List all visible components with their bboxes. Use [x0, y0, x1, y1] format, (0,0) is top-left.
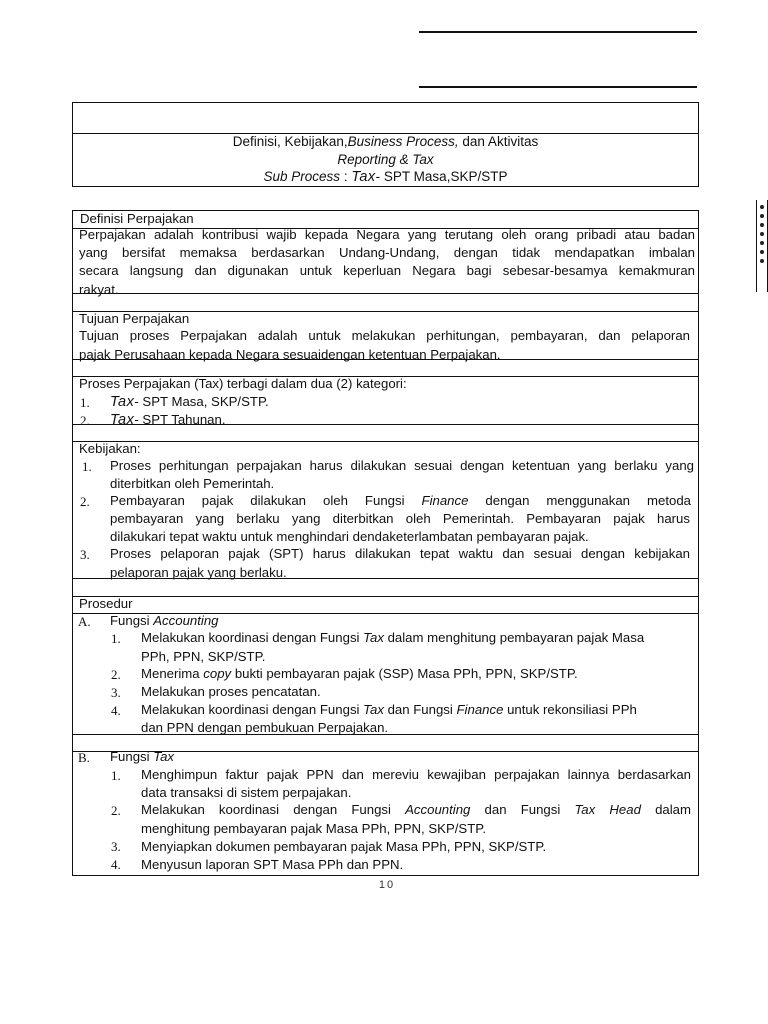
proses-item-1-number: 1.	[80, 395, 90, 410]
kebijakan-item-1-line-1: Proses perhitungan perpajakan harus dilakukan sesuai dengan ketentuan yang berlaku yang	[110, 458, 694, 473]
prosedur-a-letter: A.	[78, 614, 91, 629]
prosedur-a-item-4-number: 4.	[111, 703, 121, 718]
definisi-heading: Definisi Perpajakan	[80, 211, 194, 226]
prosedur-b-item-4-number: 4.	[111, 857, 121, 872]
scroll-dot-icon	[760, 250, 764, 254]
tujuan-heading: Tujuan Perpajakan	[79, 311, 190, 326]
prosedur-b-item-1-line-2: data transaksi di sistem perpajakan.	[141, 785, 352, 800]
prosedur-a-item-1-number: 1.	[111, 631, 121, 646]
kebijakan-item-3-line-2: pelaporan pajak yang berlaku.	[110, 565, 287, 580]
prosedur-b-letter: B.	[78, 750, 90, 765]
prosedur-b-label: Fungsi Tax	[110, 749, 175, 764]
scrollbar-marker[interactable]	[756, 200, 768, 292]
kebijakan-item-2-number: 2.	[80, 494, 90, 509]
proses-item-2-number: 2.	[80, 413, 90, 428]
prosedur-heading: Prosedur	[79, 596, 133, 611]
header-title-line-1: Definisi, Kebijakan,Business Process, dan Aktivitas	[232, 134, 539, 149]
scroll-dot-icon	[760, 241, 764, 245]
tujuan-line-1: Tujuan proses Perpajakan adalah untuk melakukan perhitungan, pembayaran, dan pelaporan	[79, 328, 690, 343]
signature-line-1	[419, 31, 697, 33]
row-line	[72, 875, 699, 876]
prosedur-a-item-2-number: 2.	[111, 667, 121, 682]
header-title-line-3: Sub Process : Tax- SPT Masa,SKP/STP	[263, 169, 508, 185]
signature-line-2	[419, 86, 697, 88]
proses-item-2: Tax- SPT Tahunan.	[110, 412, 226, 428]
kebijakan-item-3-line-1: Proses pelaporan pajak (SPT) harus dilakukan tepat waktu dan sesuai dengan kebijakan	[110, 546, 690, 561]
table-right-border	[698, 210, 699, 876]
definisi-line-4: rakyat.	[79, 282, 119, 297]
table-left-border	[72, 210, 73, 876]
tujuan-line-2: pajak Perusahaan kepada Negara sesuaidengan ketentuan Perpajakan.	[79, 347, 501, 362]
definisi-line-2: yang bersifat memaksa berdasarkan Undang-Undang, dengan tidak mendapatkan imbalan	[79, 245, 695, 260]
prosedur-b-item-4: Menyusun laporan SPT Masa PPh dan PPN.	[141, 857, 404, 872]
prosedur-a-item-2: Menerima copy bukti pembayaran pajak (SSP) Masa PPh, PPN, SKP/STP.	[141, 666, 578, 681]
prosedur-a-item-4-line-2: dan PPN dengan pembukuan Perpajakan.	[141, 720, 389, 735]
row-line	[72, 293, 699, 294]
row-line	[72, 596, 699, 597]
prosedur-b-item-2-line-1: Melakukan koordinasi dengan Fungsi Accounting dan Fungsi Tax Head dalam	[141, 802, 692, 817]
prosedur-a-item-4-line-1: Melakukan koordinasi dengan Fungsi Tax dan Fungsi Finance untuk rekonsiliasi PPh	[141, 702, 637, 717]
header-title-line-2: Reporting & Tax	[337, 152, 434, 167]
prosedur-a-item-3: Melakukan proses pencatatan.	[141, 684, 321, 699]
prosedur-b-item-2-number: 2.	[111, 803, 121, 818]
prosedur-a-item-3-number: 3.	[111, 685, 121, 700]
definisi-line-3: secara langsung dan digunakan untuk keperluan Negara bagi sebesar-besamya kemakmuran	[79, 263, 695, 278]
kebijakan-item-2-line-3: dilakukari tepat waktu untuk menghindari dendaketerlambatan pembayaran pajak.	[110, 529, 589, 544]
prosedur-b-item-1-line-1: Menghimpun faktur pajak PPN dan mereviu kewajiban perpajakan lainnya berdasarkan	[141, 767, 691, 782]
kebijakan-heading: Kebijakan:	[79, 441, 141, 456]
prosedur-a-item-1-line-1: Melakukan koordinasi dengan Fungsi Tax dalam menghitung pembayaran pajak Masa	[141, 630, 645, 645]
proses-intro: Proses Perpajakan (Tax) terbagi dalam dua (2) kategori:	[79, 376, 407, 391]
prosedur-b-item-3: Menyiapkan dokumen pembayaran pajak Masa PPh, PPN, SKP/STP.	[141, 839, 547, 854]
scroll-dot-icon	[760, 214, 764, 218]
definisi-line-1: Perpajakan adalah kontribusi wajib kepada Negara yang terutang oleh orang pribadi atau badan	[79, 227, 695, 242]
row-line	[72, 441, 699, 442]
page-number: 10	[378, 879, 396, 891]
scroll-dot-icon	[760, 259, 764, 263]
prosedur-a-item-1-line-2: PPh, PPN, SKP/STP.	[141, 649, 266, 664]
prosedur-b-item-3-number: 3.	[111, 839, 121, 854]
kebijakan-item-1-number: 1.	[82, 459, 92, 474]
scroll-dot-icon	[760, 232, 764, 236]
kebijakan-item-2-line-1: Pembayaran pajak dilakukan oleh Fungsi Finance dengan menggunakan metoda	[110, 493, 691, 508]
kebijakan-item-2-line-2: pembayaran yang berlaku yang diterbitkan oleh Pemerintah. Pembayaran pajak harus	[110, 511, 690, 526]
proses-item-1: Tax- SPT Masa, SKP/STP.	[110, 394, 269, 410]
prosedur-b-item-1-number: 1.	[111, 768, 121, 783]
prosedur-a-label: Fungsi Accounting	[110, 613, 219, 628]
prosedur-b-item-2-line-2: menghitung pembayaran pajak Masa PPh, PPN, SKP/STP.	[141, 821, 487, 836]
scroll-dot-icon	[760, 205, 764, 209]
scroll-dot-icon	[760, 223, 764, 227]
kebijakan-item-1-line-2: diterbitkan oleh Pemerintah.	[110, 476, 275, 491]
kebijakan-item-3-number: 3.	[80, 547, 90, 562]
